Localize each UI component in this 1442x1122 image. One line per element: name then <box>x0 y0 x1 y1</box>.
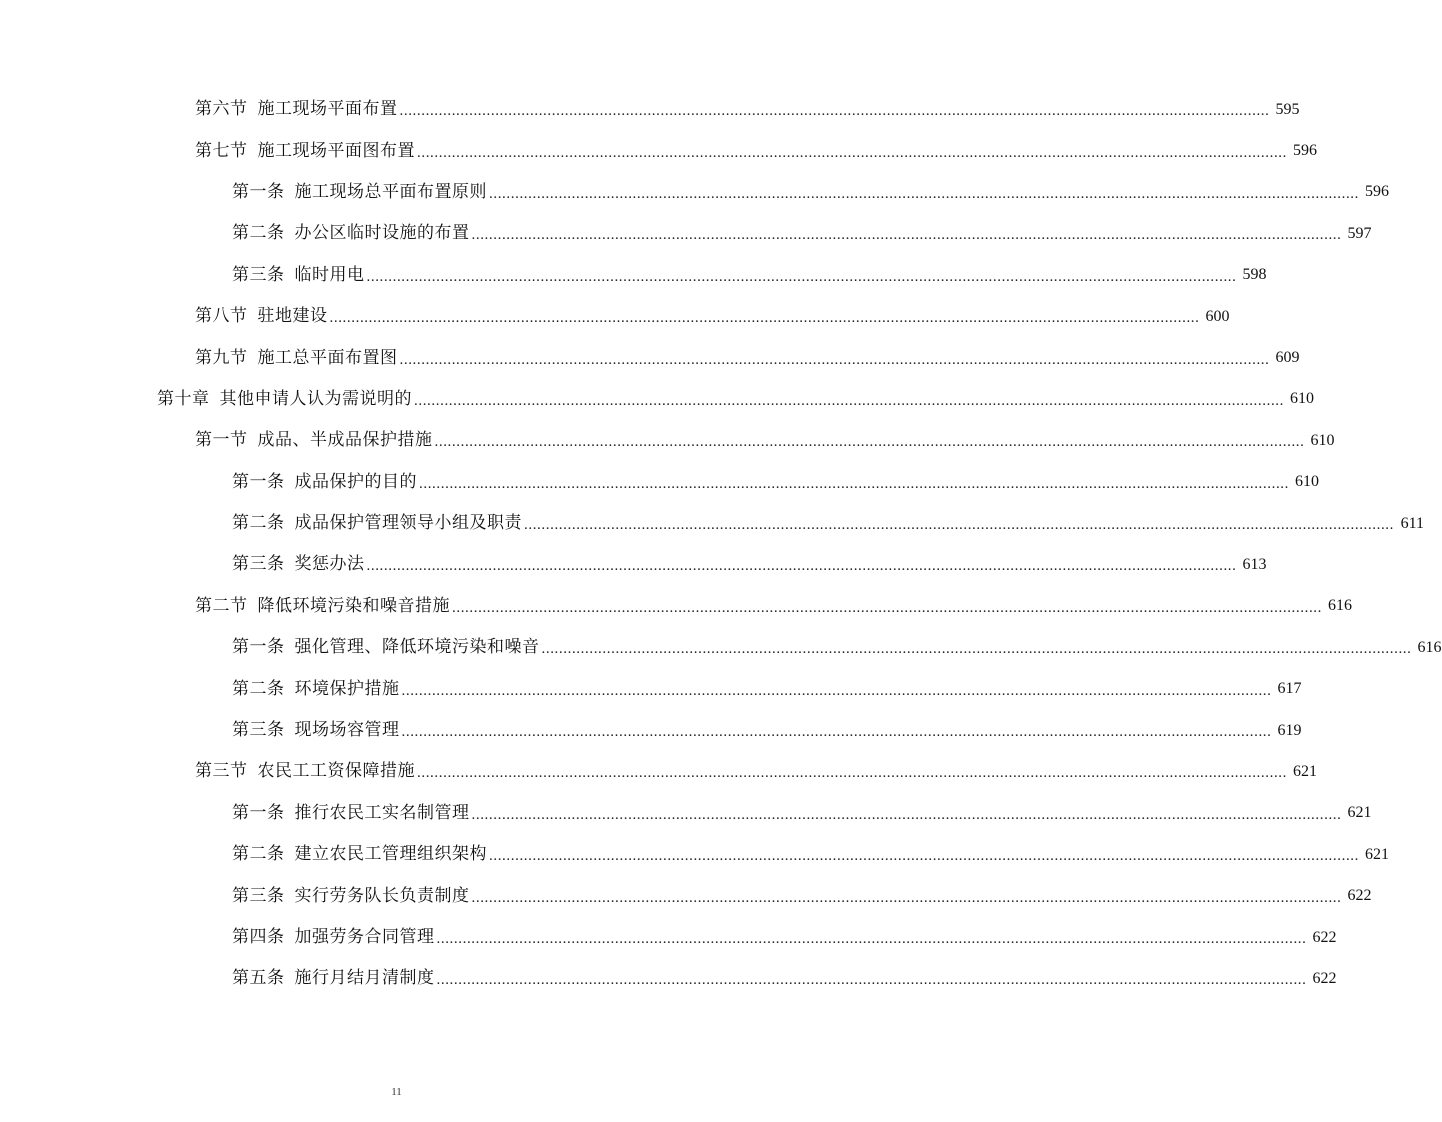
toc-entry-page: 621 <box>1293 762 1317 780</box>
toc-entry-number: 第一条 <box>232 471 285 492</box>
toc-entry-number: 第九节 <box>195 347 248 368</box>
toc-entry-number: 第一条 <box>232 802 285 823</box>
toc-entry-page: 619 <box>1277 721 1302 739</box>
toc-entry-page: 622 <box>1312 928 1337 946</box>
toc-entry-page: 621 <box>1347 804 1372 822</box>
toc-entry-title: 推行农民工实名制管理 <box>294 802 470 823</box>
toc-entry-title: 强化管理、降低环境污染和噪音 <box>294 637 540 658</box>
toc-entry-title: 施工总平面布置图 <box>257 347 398 368</box>
toc-entry-title: 成品保护的目的 <box>294 471 417 492</box>
dot-leader: ........................................................................................................................................................................................................ <box>366 268 1237 285</box>
toc-entry-number: 第二条 <box>232 223 285 244</box>
toc-entry-number: 第二条 <box>232 844 285 865</box>
dot-leader: ........................................................................................................................................................................................................ <box>471 806 1342 823</box>
toc-entry[interactable] <box>0 420 1335 461</box>
toc-entry-page: 597 <box>1347 224 1372 242</box>
dot-leader: ........................................................................................................................................................................................................ <box>489 185 1359 202</box>
dot-leader: ........................................................................................................................................................................................................ <box>417 765 1287 782</box>
toc-entry-title: 施工现场平面图布置 <box>257 140 415 161</box>
toc-entry[interactable] <box>0 710 1302 751</box>
dot-leader: ........................................................................................................................................................................................................ <box>401 682 1272 699</box>
toc-entry-page: 621 <box>1365 845 1389 863</box>
toc-entry-title: 其他申请人认为需说明的 <box>219 388 412 409</box>
toc-entry[interactable] <box>0 586 1352 627</box>
toc-entry[interactable] <box>0 89 1300 130</box>
toc-entry[interactable] <box>0 751 1317 792</box>
dot-leader: ........................................................................................................................................................................................................ <box>471 889 1342 906</box>
toc-entry[interactable] <box>0 172 1389 213</box>
toc-entry-title: 施行月结月清制度 <box>294 968 435 989</box>
toc-entry-number: 第七节 <box>195 140 248 161</box>
toc-entry[interactable] <box>0 337 1300 378</box>
toc-entry[interactable] <box>0 917 1337 958</box>
toc-entry-number: 第八节 <box>195 306 248 327</box>
toc-entry-page: 616 <box>1417 638 1442 656</box>
dot-leader: ........................................................................................................................................................................................................ <box>329 310 1200 327</box>
toc-entry[interactable] <box>0 875 1372 916</box>
toc-entry[interactable] <box>0 627 1442 668</box>
toc-entry-page: 600 <box>1205 307 1230 325</box>
toc-entry-title: 成品、半成品保护措施 <box>257 430 433 451</box>
toc-entry[interactable] <box>0 668 1302 709</box>
toc-entry[interactable] <box>0 793 1372 834</box>
toc-entry-title: 奖惩办法 <box>294 554 365 575</box>
dot-leader: ........................................................................................................................................................................................................ <box>414 392 1284 409</box>
dot-leader: ........................................................................................................................................................................................................ <box>436 972 1307 989</box>
toc-entry-title: 驻地建设 <box>257 306 328 327</box>
toc-entry-number: 第三条 <box>232 264 285 285</box>
toc-entry-page: 595 <box>1275 100 1300 118</box>
toc-entry-page: 610 <box>1290 390 1314 408</box>
dot-leader: ........................................................................................................................................................................................................ <box>541 641 1412 658</box>
toc-entry-page: 598 <box>1242 266 1267 284</box>
dot-leader: ........................................................................................................................................................................................................ <box>366 558 1237 575</box>
toc-entry-title: 建立农民工管理组织架构 <box>294 844 487 865</box>
toc-entry-title: 农民工工资保障措施 <box>257 761 415 782</box>
dot-leader: ........................................................................................................................................................................................................ <box>434 434 1305 451</box>
toc-entry-number: 第一条 <box>232 181 285 202</box>
dot-leader: ........................................................................................................................................................................................................ <box>436 931 1307 947</box>
toc-entry-title: 降低环境污染和噪音措施 <box>257 595 450 616</box>
toc-entry-page: 609 <box>1275 349 1300 367</box>
toc-entry[interactable] <box>0 462 1319 503</box>
toc-entry-title: 施工现场总平面布置原则 <box>294 181 487 202</box>
toc-entry-page: 610 <box>1295 473 1319 491</box>
toc-entry-page: 596 <box>1365 183 1389 201</box>
toc-entry-page: 617 <box>1277 680 1302 698</box>
toc-entry[interactable] <box>0 544 1267 585</box>
toc-entry-number: 第三节 <box>195 761 248 782</box>
page-number: 11 <box>391 1086 402 1098</box>
toc-entry-page: 613 <box>1242 555 1267 573</box>
toc-entry-number: 第三条 <box>232 885 285 906</box>
toc-entry-page: 611 <box>1400 514 1424 532</box>
toc-entry[interactable] <box>0 213 1372 254</box>
toc-entry[interactable] <box>0 834 1389 875</box>
toc-entry[interactable] <box>0 379 1314 420</box>
toc-entry-number: 第一节 <box>195 430 248 451</box>
table-of-contents <box>0 89 1442 1000</box>
toc-entry-number: 第二条 <box>232 678 285 699</box>
toc-entry[interactable] <box>0 958 1337 999</box>
toc-entry[interactable] <box>0 296 1230 337</box>
toc-entry-title: 施工现场平面布置 <box>257 99 398 120</box>
dot-leader: ........................................................................................................................................................................................................ <box>417 144 1287 161</box>
toc-entry[interactable] <box>0 255 1267 296</box>
toc-entry-page: 622 <box>1347 887 1372 905</box>
toc-entry-number: 第五条 <box>232 968 285 989</box>
toc-entry[interactable] <box>0 503 1424 544</box>
toc-entry-number: 第三条 <box>232 720 285 741</box>
toc-entry-title: 实行劳务队长负责制度 <box>294 885 470 906</box>
dot-leader: ........................................................................................................................................................................................................ <box>399 351 1270 368</box>
toc-entry-page: 622 <box>1312 969 1337 987</box>
dot-leader: ........................................................................................................................................................................................................ <box>399 103 1270 120</box>
toc-entry-number: 第一条 <box>232 637 285 658</box>
toc-entry-number: 第二条 <box>232 513 285 534</box>
toc-entry-page: 616 <box>1328 597 1352 615</box>
dot-leader: ........................................................................................................................................................................................................ <box>489 848 1359 865</box>
toc-entry-title: 临时用电 <box>294 264 365 285</box>
dot-leader: ........................................................................................................................................................................................................ <box>401 724 1272 741</box>
dot-leader: ........................................................................................................................................................................................................ <box>419 475 1289 492</box>
dot-leader: ........................................................................................................................................................................................................ <box>471 227 1342 244</box>
toc-entry-number: 第四条 <box>232 927 285 947</box>
toc-entry-number: 第三条 <box>232 554 285 575</box>
toc-entry-page: 596 <box>1293 142 1317 160</box>
dot-leader: ........................................................................................................................................................................................................ <box>524 517 1394 534</box>
toc-entry-number: 第十章 <box>157 388 210 409</box>
toc-entry-title: 加强劳务合同管理 <box>294 927 435 947</box>
toc-entry-page: 610 <box>1310 431 1335 449</box>
toc-entry-number: 第二节 <box>195 595 248 616</box>
toc-entry[interactable] <box>0 130 1317 171</box>
toc-entry-title: 办公区临时设施的布置 <box>294 223 470 244</box>
toc-entry-number: 第六节 <box>195 99 248 120</box>
toc-entry-title: 现场场容管理 <box>294 720 400 741</box>
toc-entry-title: 环境保护措施 <box>294 678 400 699</box>
toc-entry-title: 成品保护管理领导小组及职责 <box>294 513 522 534</box>
dot-leader: ........................................................................................................................................................................................................ <box>452 599 1322 616</box>
